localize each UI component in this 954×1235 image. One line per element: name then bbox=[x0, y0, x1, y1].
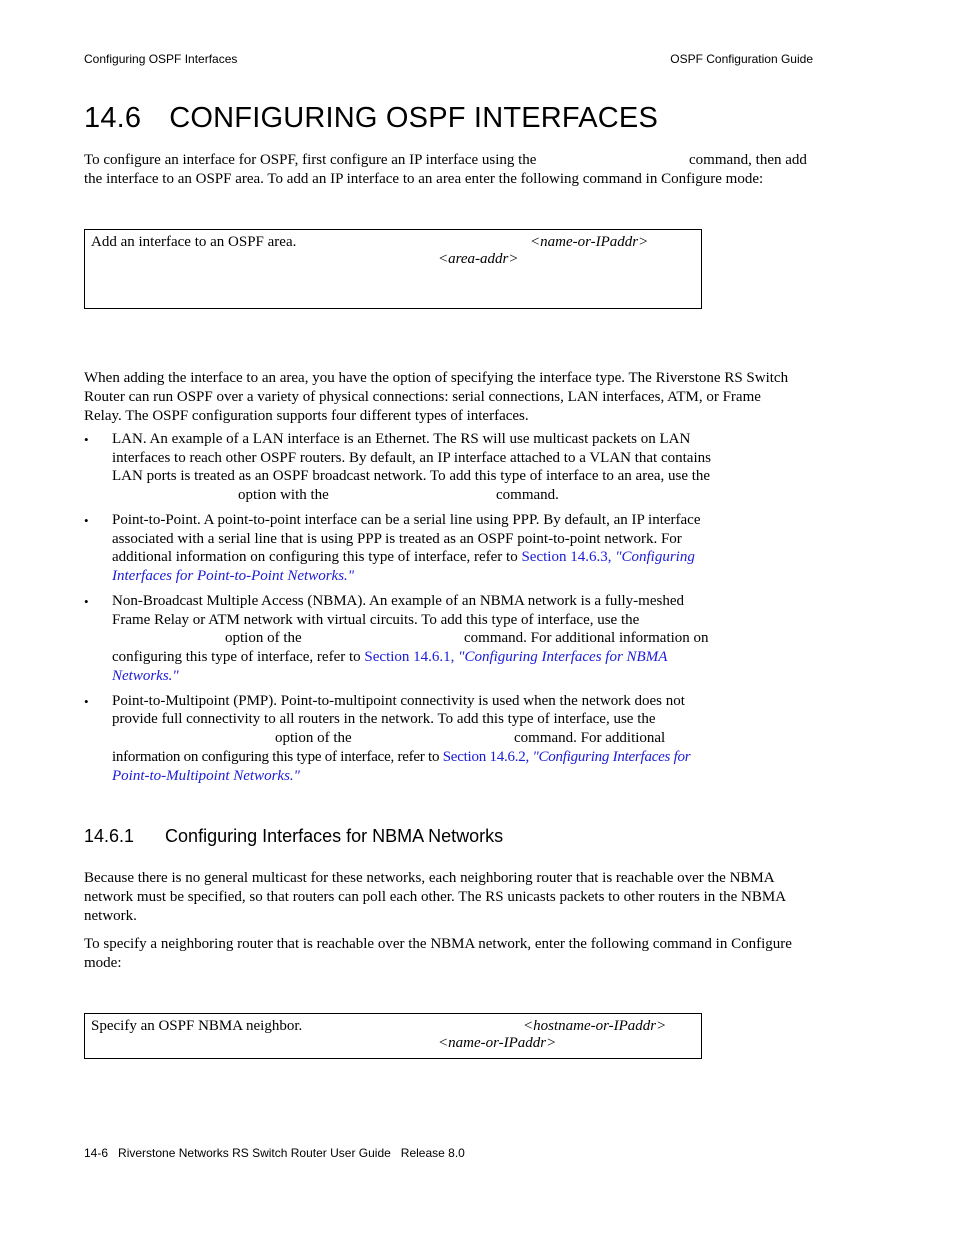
command-table-add-interface bbox=[84, 229, 702, 309]
bullet-nbma-line-4 bbox=[112, 648, 667, 667]
bullet-pmp-line-2: provide full connectivity to all routers in the network. To add this type of interface, use the bbox=[112, 711, 656, 727]
command-description: Specify an OSPF NBMA neighbor. bbox=[91, 1018, 303, 1034]
subsection-title: Configuring Interfaces for NBMA Networks bbox=[165, 826, 504, 846]
intro-line-2: the interface to an OSPF area. To add an IP interface to an area enter the following command in Configure mode: bbox=[84, 171, 764, 187]
command-table-nbma-neighbor bbox=[84, 1013, 702, 1059]
bullet-pmp-line-1: Point-to-Multipoint (PMP). Point-to-multipoint connectivity is used when the network does not bbox=[112, 693, 685, 709]
types-line-1: When adding the interface to an area, you have the option of specifying the interface type. The Riverstone RS Switch bbox=[84, 370, 789, 386]
bullet-p2p-line-2: associated with a serial line that is using PPP is treated as an OSPF point-to-point network. For bbox=[112, 531, 682, 547]
command-description: Add an interface to an OSPF area. bbox=[91, 234, 297, 250]
bullet-p2p-line-1: Point-to-Point. A point-to-point interface can be a serial line using PPP. By default, an IP interface bbox=[112, 512, 701, 528]
link-title-14-6-3-b[interactable]: Interfaces for Point-to-Point Networks." bbox=[112, 568, 355, 584]
bullet-nbma-line-3a: option of the bbox=[225, 630, 302, 646]
link-title-14-6-3-a[interactable]: "Configuring bbox=[615, 549, 695, 565]
intro-line-1a: To configure an interface for OSPF, first configure an IP interface using the bbox=[84, 152, 537, 168]
bullet-lan-line-4a: option with the bbox=[238, 487, 329, 503]
bullet-pmp-line-3a: option of the bbox=[275, 730, 352, 746]
bullet-p2p-line-3-text: additional information on configuring this type of interface, refer to bbox=[112, 549, 518, 565]
bullet-nbma-line-1: Non-Broadcast Multiple Access (NBMA). An example of an NBMA network is a fully-meshed bbox=[112, 593, 684, 609]
page-footer bbox=[84, 1146, 465, 1160]
types-line-3: Relay. The OSPF configuration supports four different types of interfaces. bbox=[84, 408, 529, 424]
link-section-14-6-3[interactable]: Section 14.6.3, bbox=[521, 549, 612, 565]
link-title-14-6-2-a[interactable]: "Configuring Interfaces for bbox=[532, 749, 691, 765]
nbma-para1-line-2: network must be specified, so that routers can poll each other. The RS unicasts packets to other routers in the NBMA bbox=[84, 889, 787, 905]
bullet-icon: • bbox=[84, 432, 89, 447]
nbma-para1-line-3: network. bbox=[84, 908, 137, 924]
bullet-nbma-line-3b: command. For additional information on bbox=[464, 630, 709, 646]
command-arg-area-addr: <area-addr> bbox=[438, 251, 519, 267]
bullet-p2p-line-3 bbox=[112, 548, 695, 567]
nbma-para1-line-1: Because there is no general multicast for these networks, each neighboring router that is reachable over the NBMA bbox=[84, 870, 775, 886]
section-heading bbox=[84, 102, 658, 135]
bullet-pmp-line-4 bbox=[112, 748, 690, 767]
link-section-14-6-2[interactable]: Section 14.6.2, bbox=[442, 749, 529, 765]
footer-page-number: 14-6 bbox=[84, 1146, 109, 1160]
running-header-right: OSPF Configuration Guide bbox=[670, 52, 813, 66]
bullet-icon: • bbox=[84, 594, 89, 609]
link-section-14-6-1[interactable]: Section 14.6.1, bbox=[364, 649, 455, 665]
running-header-left: Configuring OSPF Interfaces bbox=[84, 52, 238, 66]
link-title-14-6-2-b[interactable]: Point-to-Multipoint Networks." bbox=[112, 768, 300, 784]
section-title: CONFIGURING OSPF INTERFACES bbox=[169, 102, 659, 134]
subsection-heading bbox=[84, 826, 503, 847]
bullet-pmp-line-3b: command. For additional bbox=[514, 730, 666, 746]
link-title-14-6-1-b[interactable]: Networks." bbox=[112, 668, 179, 684]
footer-book-title: Riverstone Networks RS Switch Router User Guide bbox=[118, 1146, 391, 1160]
bullet-nbma-line-4-text: configuring this type of interface, refer to bbox=[112, 649, 361, 665]
bullet-nbma-line-2: Frame Relay or ATM network with virtual circuits. To add this type of interface, use the bbox=[112, 612, 640, 628]
bullet-pmp-line-4-text: information on configuring this type of interface, refer to bbox=[112, 749, 440, 765]
bullet-lan-line-1: LAN. An example of a LAN interface is an Ethernet. The RS will use multicast packets on LAN bbox=[112, 431, 691, 447]
bullet-icon: • bbox=[84, 513, 89, 528]
link-title-14-6-1-a[interactable]: "Configuring Interfaces for NBMA bbox=[458, 649, 668, 665]
bullet-icon: • bbox=[84, 694, 89, 709]
bullet-lan-line-4b: command. bbox=[496, 487, 559, 503]
intro-line-1b: command, then add bbox=[689, 152, 807, 168]
command-arg-hostname-or-ipaddr: <hostname-or-IPaddr> bbox=[523, 1018, 667, 1034]
types-line-2: Router can run OSPF over a variety of physical connections: serial connections, LAN interfaces, ATM, or Frame bbox=[84, 389, 761, 405]
nbma-para2-line-2: mode: bbox=[84, 955, 122, 971]
subsection-number: 14.6.1 bbox=[84, 826, 135, 846]
command-arg-name-or-ipaddr: <name-or-IPaddr> bbox=[438, 1035, 557, 1051]
nbma-para2-line-1: To specify a neighboring router that is reachable over the NBMA network, enter the following command in Configure bbox=[84, 936, 792, 952]
footer-release: Release 8.0 bbox=[400, 1146, 465, 1160]
command-arg-name-or-ipaddr: <name-or-IPaddr> bbox=[530, 234, 649, 250]
bullet-lan-line-2: interfaces to reach other OSPF routers. By default, an IP interface attached to a VLAN that contains bbox=[112, 450, 711, 466]
bullet-lan-line-3: LAN ports is treated as an OSPF broadcast network. To add this type of interface to an area, use the bbox=[112, 468, 711, 484]
section-number: 14.6 bbox=[84, 102, 142, 134]
